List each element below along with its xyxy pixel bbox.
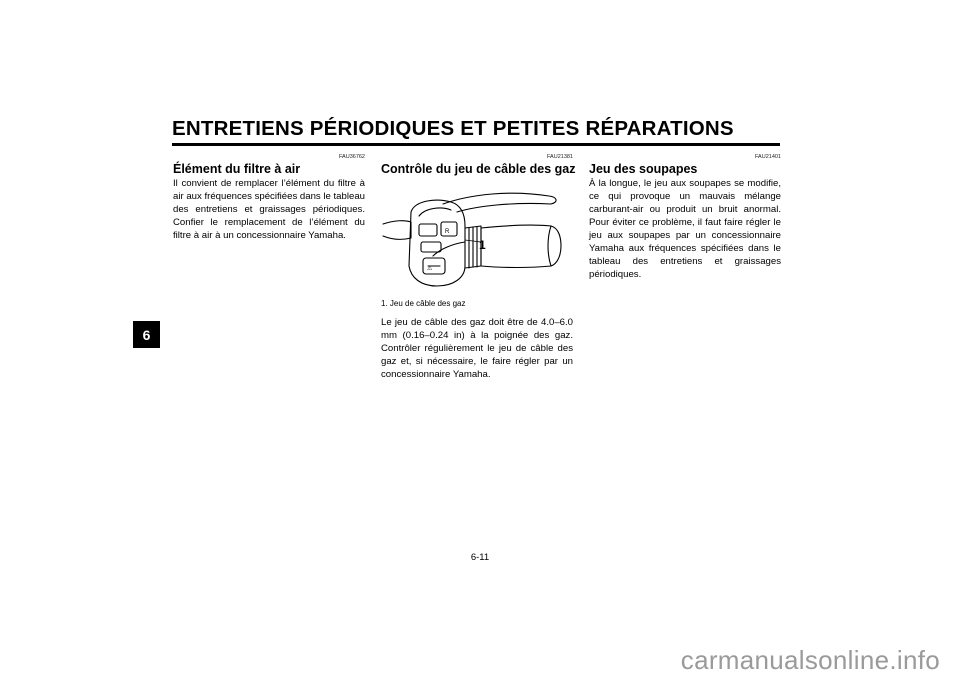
page-title: ENTRETIENS PÉRIODIQUES ET PETITES RÉPARATIONS (172, 117, 734, 140)
throttle-grip-illustration (381, 182, 573, 290)
svg-text:⚠: ⚠ (427, 266, 433, 272)
section-code: FAU21401 (755, 154, 781, 160)
figure-callout-number: 1 (479, 238, 486, 252)
page-number: 6-11 (470, 552, 490, 563)
section-text: Le jeu de câble des gaz doit être de 4.0–6.0 mm (0.16–0.24 in) à la poignée des gaz. Contrôler régulièrement le jeu de câble des gaz et, si nécessaire, le faire régler par un concessionnaire Yamaha. (381, 317, 573, 380)
header-rule (172, 143, 780, 146)
handlebar-drawing (381, 182, 573, 290)
section-air-filter (173, 154, 365, 242)
section-throttle-cable (381, 154, 576, 381)
section-text: À la longue, le jeu aux soupapes se modifie, ce qui provoque un mauvais mélange carburant-air ou produit un bruit anormal. Pour éviter ce problème, il faut faire régler le jeu aux soupapes par un concessionnaire Yamaha aux fréquences spécifiées dans le tableau des entretiens et graissages périodiques. (589, 178, 781, 280)
figure-caption: 1. Jeu de câble des gaz (381, 299, 466, 308)
watermark-text: carmanualsonline.info (680, 645, 940, 675)
section-code: FAU36762 (339, 154, 365, 160)
svg-text:R: R (445, 229, 450, 235)
section-valve-clearance (589, 154, 781, 281)
section-heading: Contrôle du jeu de câble des gaz (381, 162, 576, 176)
section-text: Il convient de remplacer l’élément du filtre à air aux fréquences spécifiées dans le tableau des entretiens et graissages périodiques. Confier le remplacement de l’élément du filtre à air à un concessionnaire Yamaha. (173, 178, 365, 241)
page-header (172, 118, 780, 146)
chapter-tab: 6 (133, 321, 160, 348)
section-code: FAU21381 (547, 154, 573, 160)
section-heading: Jeu des soupapes (589, 162, 698, 176)
section-heading: Élément du filtre à air (173, 162, 301, 176)
